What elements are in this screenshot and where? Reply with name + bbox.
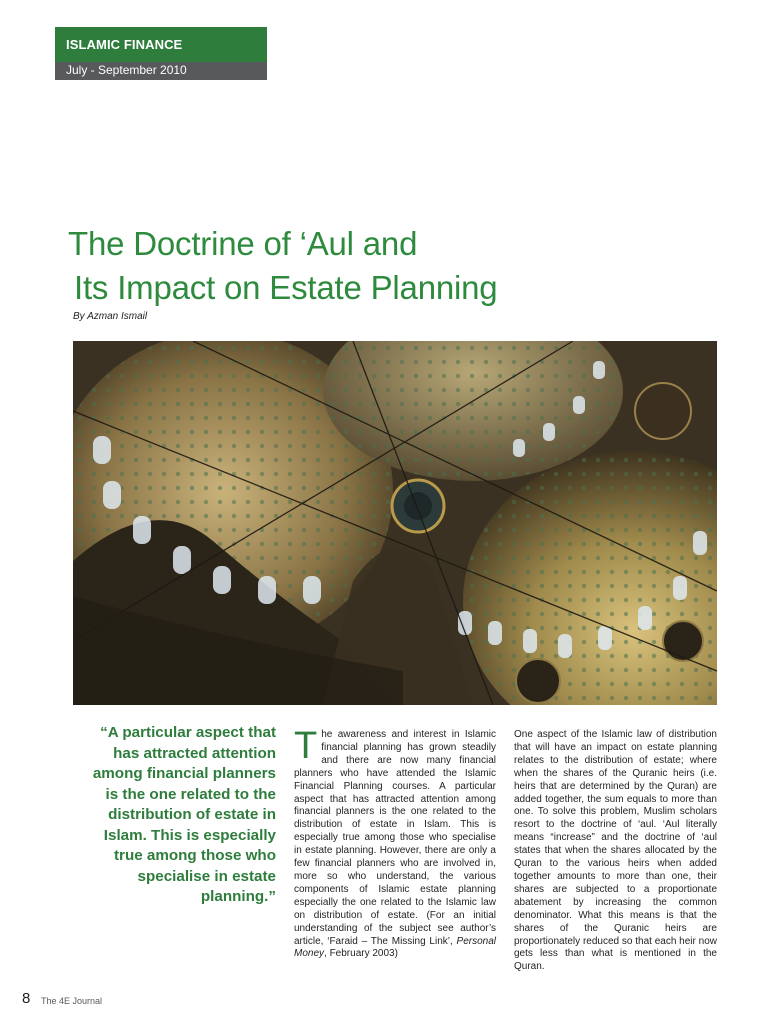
mosque-dome-photo: [73, 341, 717, 705]
body-column-1: [294, 725, 496, 961]
page-number: 8: [22, 990, 31, 1007]
publication-name: Personal Money: [294, 935, 496, 960]
drop-cap: T: [294, 725, 318, 767]
journal-name: The 4E Journal: [41, 996, 103, 1006]
title-line-2: Its Impact on Estate Planning: [74, 269, 498, 306]
column-1-end: , February 2003): [324, 948, 398, 960]
body-column-2: One aspect of the Islamic law of distribution that will have an impact on estate planning relates to the distribution of estate; where when the shares of the Quranic heirs (i.e. heirs that are determined by the Quran) are added together, the sum equals to more than one. To solve this problem, Muslim scholars resort to the doctrine of ‘aul. ‘Aul literally means “increase” and the doctrine of ‘aul states that when the shares allocated by the Quran to the various heirs when added together amounts to more than one, their shares are subjected to a proportionate abatement by increasing the common denominator. What this means is that the shares of the Quranic heirs are proportionately reduced so that each heir now gets less than what is mentioned in the Quran.: [514, 729, 717, 973]
pull-quote: “A particular aspect that has attracted attention among financial planners is the one related to the distribution of estate in Islam. This is especially true among those who specialise in estate planning.”: [92, 724, 276, 905]
article-title: [68, 222, 497, 310]
byline: By Azman Ismail: [73, 311, 148, 322]
mosque-dome-illustration: [73, 341, 717, 705]
section-label: ISLAMIC FINANCE: [55, 27, 267, 62]
column-1-text: he awareness and interest in Islamic financial planning has grown steadily and there are now many financial planners who have attended the Islamic Financial Planning courses. A particular aspect that has attracted attention among financial planners is the one related to the distribution of estate in Islam. This is especially true among those who specialise in estate planning. However, there are only a few financial planners who are involved in, more so who understand, the various components of Islamic estate planning especially the one related to the Islamic law on distribution of estate. (For an initial understanding of the subject see author’s article, ‘Faraid – The Missing Link’,: [294, 729, 496, 947]
issue-date: July - September 2010: [55, 62, 267, 80]
title-line-1: The Doctrine of ‘Aul and: [68, 225, 418, 262]
